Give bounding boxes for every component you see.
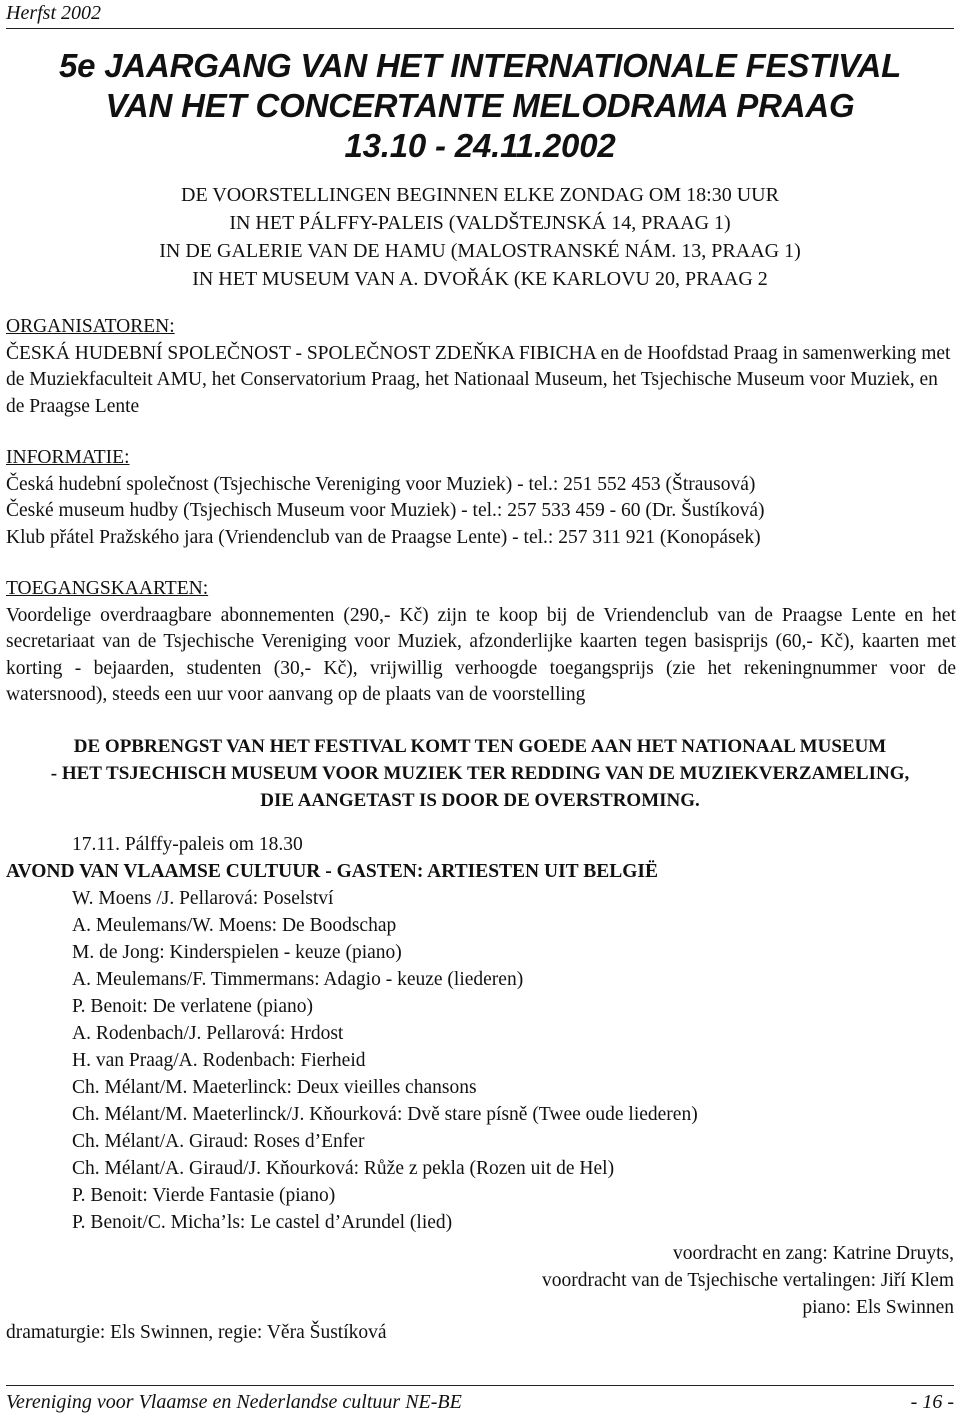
notice-line: DIE AANGETAST IS DOOR DE OVERSTROMING. xyxy=(260,790,700,811)
program-item: P. Benoit: Vierde Fantasie (piano) xyxy=(72,1185,336,1206)
program-section xyxy=(6,831,956,1236)
program-item: P. Benoit/C. Micha’ls: Le castel d’Arundel (lied) xyxy=(72,1212,453,1233)
informatie-heading: INFORMATIE: xyxy=(6,447,130,468)
program-item: M. de Jong: Kinderspielen - keuze (piano) xyxy=(72,942,402,963)
footer-organization: Vereniging voor Vlaamse en Nederlandse cultuur NE-BE xyxy=(6,1391,462,1413)
program-item: Ch. Mélant/A. Giraud/J. Kňourková: Růže z pekla (Rozen uit de Hel) xyxy=(72,1158,615,1179)
contact-line: Česká hudební společnost (Tsjechische Vereniging voor Muziek) - tel.: 251 552 453 (Štrausová) xyxy=(6,473,756,495)
program-item: Ch. Mélant/M. Maeterlinck/J. Kňourková: Dvě stare písně (Twee oude liederen) xyxy=(72,1104,698,1125)
program-item: P. Benoit: De verlatene (piano) xyxy=(72,996,313,1017)
credit-line: voordracht en zang: Katrine Druyts, xyxy=(672,1243,954,1264)
page-number: - 16 - xyxy=(910,1391,954,1413)
dramaturgie-line: dramaturgie: Els Swinnen, regie: Věra Šustíková xyxy=(6,1322,387,1343)
credit-line: piano: Els Swinnen xyxy=(802,1297,954,1318)
toegangskaarten-heading: TOEGANGSKAARTEN: xyxy=(6,578,209,599)
title-line: 5e JAARGANG VAN HET INTERNATIONALE FESTIVAL xyxy=(58,47,902,84)
program-items xyxy=(6,885,956,1236)
program-item: A. Meulemans/F. Timmermans: Adagio - keuze (liederen) xyxy=(72,969,524,990)
program-item: H. van Praag/A. Rodenbach: Fierheid xyxy=(72,1050,366,1071)
title-dates: 13.10 - 24.11.2002 xyxy=(344,127,616,164)
notice-line: DE OPBRENGST VAN HET FESTIVAL KOMT TEN GOEDE AAN HET NATIONAAL MUSEUM xyxy=(73,736,887,757)
venue-line: DE VOORSTELLINGEN BEGINNEN ELKE ZONDAG OM 18:30 UUR xyxy=(181,184,779,206)
toegangskaarten-text: Voordelige overdraagbare abonnementen (290,- Kč) zijn te koop bij de Vriendenclub van de Praagse Lente en het secretariaat van de Tsjechische Vereniging voor Muziek, afzonderlijke kaarten tegen basisprijs (60,- Kč), kaarten met korting - bejaarden, studenten (30,- Kč), vrijwillig verhoogde toegangsprijs (zie het rekeningnummer voor de watersnood), steeds een uur voor aanvang op de plaats van de voorstelling xyxy=(6,604,956,705)
toegangskaarten-section xyxy=(6,576,956,709)
program-item: Ch. Mélant/M. Maeterlinck: Deux vieilles chansons xyxy=(72,1077,477,1098)
credit-line: voordracht van de Tsjechische vertalingen: Jiří Klem xyxy=(542,1270,954,1291)
venue-line: IN HET PÁLFFY-PALEIS (VALDŠTEJNSKÁ 14, PRAAG 1) xyxy=(229,212,731,234)
venue-line: IN DE GALERIE VAN DE HAMU (MALOSTRANSKÉ NÁM. 13, PRAAG 1) xyxy=(159,240,801,262)
program-item: Ch. Mélant/A. Giraud: Roses d’Enfer xyxy=(72,1131,365,1152)
contact-line: Klub přátel Pražského jara (Vriendenclub van de Praagse Lente) - tel.: 257 311 921 (Konopásek) xyxy=(6,526,761,548)
program-item: W. Moens /J. Pellarová: Poselství xyxy=(72,888,334,909)
contact-line: České museum hudby (Tsjechisch Museum voor Muziek) - tel.: 257 533 459 - 60 (Dr. Šustíková) xyxy=(6,500,765,521)
notice-line: - HET TSJECHISCH MUSEUM VOOR MUZIEK TER REDDING VAN DE MUZIEKVERZAMELING, xyxy=(50,763,910,784)
footer-rule xyxy=(6,1385,954,1386)
venues-block xyxy=(0,181,960,293)
program-item: A. Meulemans/W. Moens: De Boodschap xyxy=(72,915,397,936)
organisatoren-section xyxy=(6,314,956,420)
program-credits xyxy=(542,1240,954,1321)
organisatoren-heading: ORGANISATOREN: xyxy=(6,316,175,337)
organisatoren-text: ČESKÁ HUDEBNÍ SPOLEČNOST - SPOLEČNOST ZDEŇKA FIBICHA en de Hoofdstad Praag in samenwerking met de Muziekfaculteit AMU, het Conservatorium Praag, het Nationaal Museum, het Tsjechische Museum voor Muziek, en de Praagse Lente xyxy=(6,342,951,417)
program-date: 17.11. Pálffy-paleis om 18.30 xyxy=(72,834,303,855)
informatie-section xyxy=(6,445,956,551)
venue-line: IN HET MUSEUM VAN A. DVOŘÁK (KE KARLOVU 20, PRAAG 2 xyxy=(192,268,768,290)
program-event-title: AVOND VAN VLAAMSE CULTUUR - GASTEN: ARTIESTEN UIT BELGIË xyxy=(6,861,658,882)
program-item: A. Rodenbach/J. Pellarová: Hrdost xyxy=(72,1023,344,1044)
festival-title xyxy=(0,46,960,166)
header-rule xyxy=(6,28,954,29)
opbrengst-notice xyxy=(0,733,960,814)
title-line: VAN HET CONCERTANTE MELODRAMA PRAAG xyxy=(105,87,855,124)
running-header: Herfst 2002 xyxy=(6,2,101,24)
